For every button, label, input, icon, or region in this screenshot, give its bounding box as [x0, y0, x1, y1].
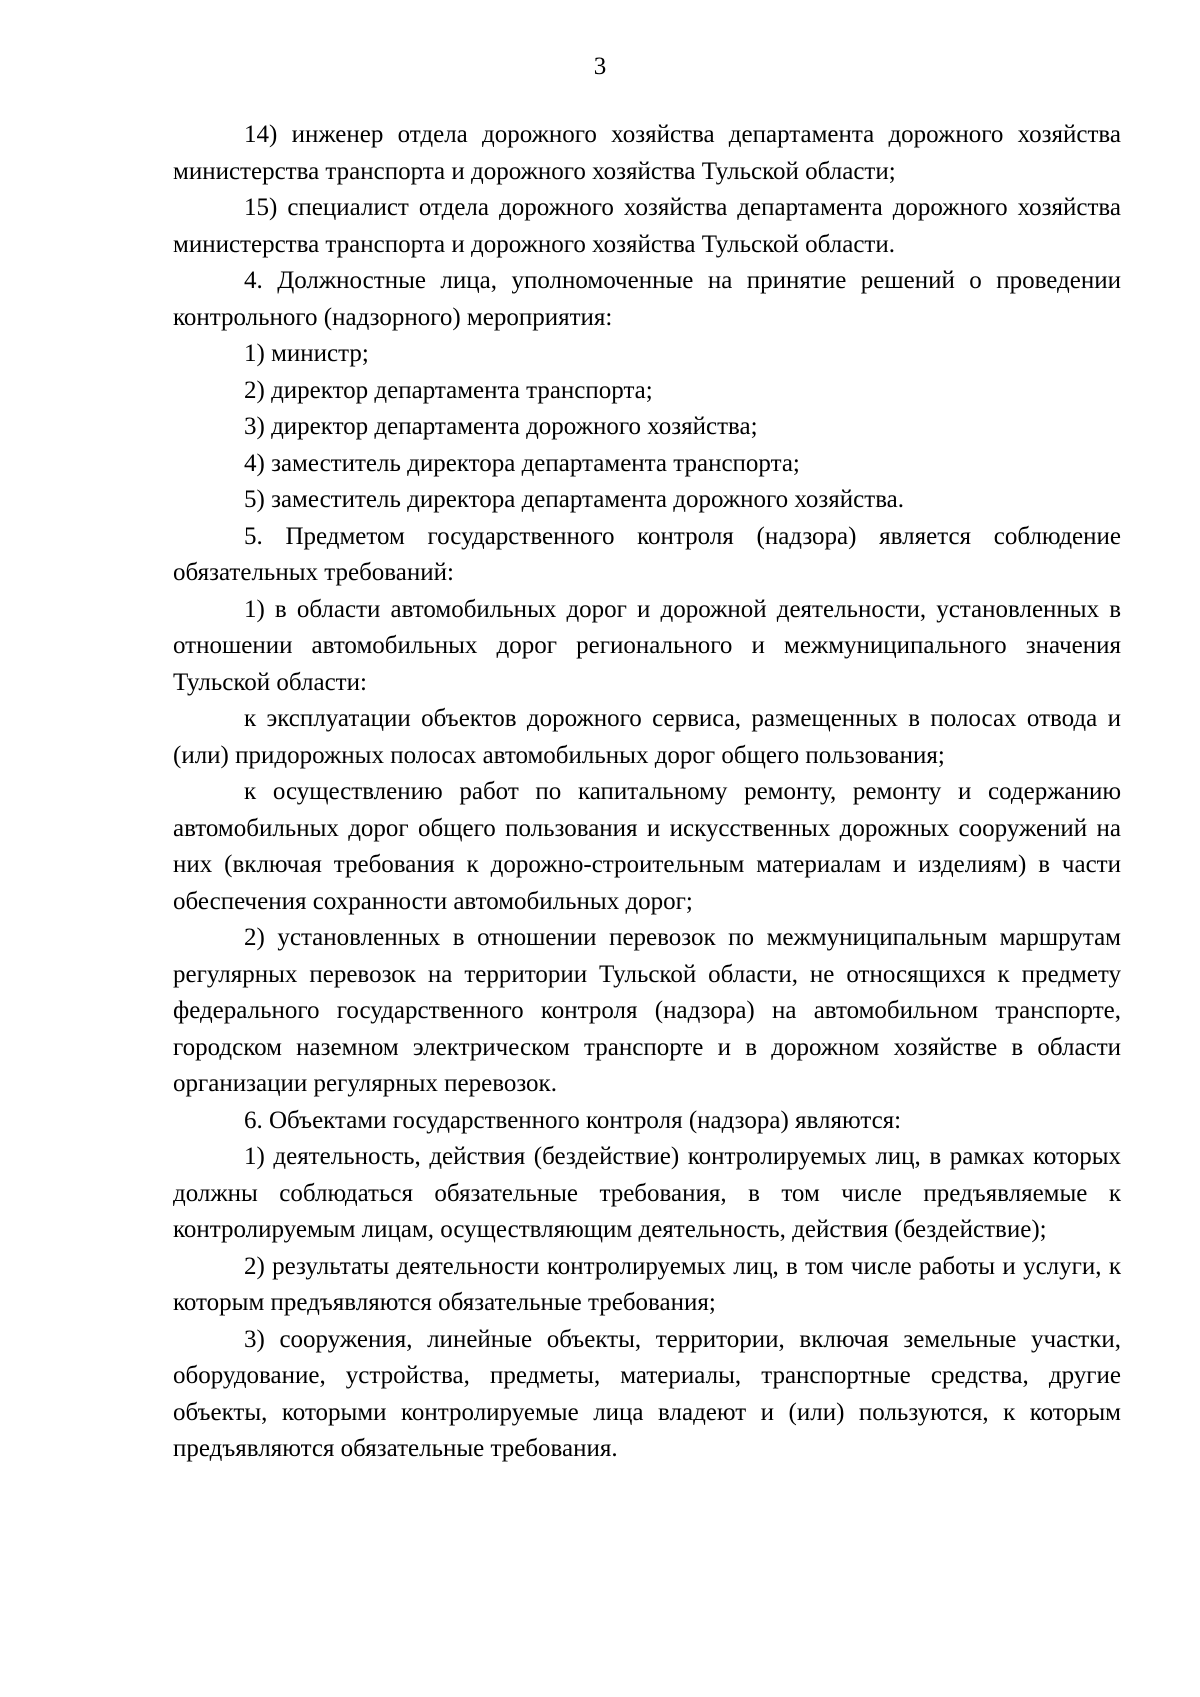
- paragraph-section-6: 6. Объектами государственного контроля (надзора) являются:: [244, 1106, 902, 1134]
- paragraph-section-4-item-3: 3) директор департамента дорожного хозяйства;: [244, 413, 758, 440]
- paragraph-section-5-item-2: 2) установленных в отношении перевозок по межмуниципальным маршрутам регулярных перевозок на территории Тульской области, не относящихся к предмету федерального государственного контроля (надзора) на автомобильном транспорте, городском наземном электрическом транспорте и в дорожном хозяйстве в области организации регулярных перевозок.: [173, 924, 1121, 1097]
- paragraph-section-4-item-4: 4) заместитель директора департамента транспорта;: [244, 449, 800, 477]
- paragraph-section-6-item-2: 2) результаты деятельности контролируемых лиц, в том числе работы и услуги, к которым предъявляются обязательные требования;: [173, 1252, 1121, 1316]
- paragraph-item-14: 14) инженер отдела дорожного хозяйства департамента дорожного хозяйства министерства транспорта и дорожного хозяйства Тульской области;: [173, 121, 1121, 185]
- paragraph-item-15: 15) специалист отдела дорожного хозяйства департамента дорожного хозяйства министерства транспорта и дорожного хозяйства Тульской области.: [173, 194, 1121, 258]
- paragraph-section-5-subitem-a: к эксплуатации объектов дорожного сервиса, размещенных в полосах отвода и (или) придорожных полосах автомобильных дорог общего пользования;: [173, 705, 1121, 769]
- paragraph-section-4-item-2: 2) директор департамента транспорта;: [244, 376, 653, 404]
- paragraph-section-5-item-1: 1) в области автомобильных дорог и дорожной деятельности, установленных в отношении автомобильных дорог регионального и межмуниципального значения Тульской области:: [173, 595, 1121, 696]
- paragraph-section-6-item-3: 3) сооружения, линейные объекты, территории, включая земельные участки, оборудование, устройства, предметы, материалы, транспортные средства, другие объекты, которыми контролируемые лица владеют и (или) пользуются, к которым предъявляются обязательные требования.: [173, 1325, 1121, 1462]
- paragraph-section-4: 4. Должностные лица, уполномоченные на принятие решений о проведении контрольного (надзорного) мероприятия:: [173, 267, 1121, 331]
- paragraph-section-4-item-5: 5) заместитель директора департамента дорожного хозяйства.: [244, 486, 905, 513]
- page-number: 3: [593, 53, 607, 80]
- paragraph-section-5: 5. Предметом государственного контроля (надзора) является соблюдение обязательных требований:: [173, 522, 1121, 586]
- paragraph-section-6-item-1: 1) деятельность, действия (бездействие) контролируемых лиц, в рамках которых должны соблюдаться обязательные требования, в том числе предъявляемые к контролируемым лицам, осуществляющим деятельность, действия (бездействие);: [173, 1143, 1121, 1243]
- paragraph-section-4-item-1: 1) министр;: [244, 340, 369, 367]
- paragraph-section-5-subitem-b: к осуществлению работ по капитальному ремонту, ремонту и содержанию автомобильных дорог общего пользования и искусственных дорожных сооружений на них (включая требования к дорожно-строительным материалам и изделиям) в части обеспечения сохранности автомобильных дорог;: [173, 778, 1121, 915]
- document-body: [173, 117, 1121, 1468]
